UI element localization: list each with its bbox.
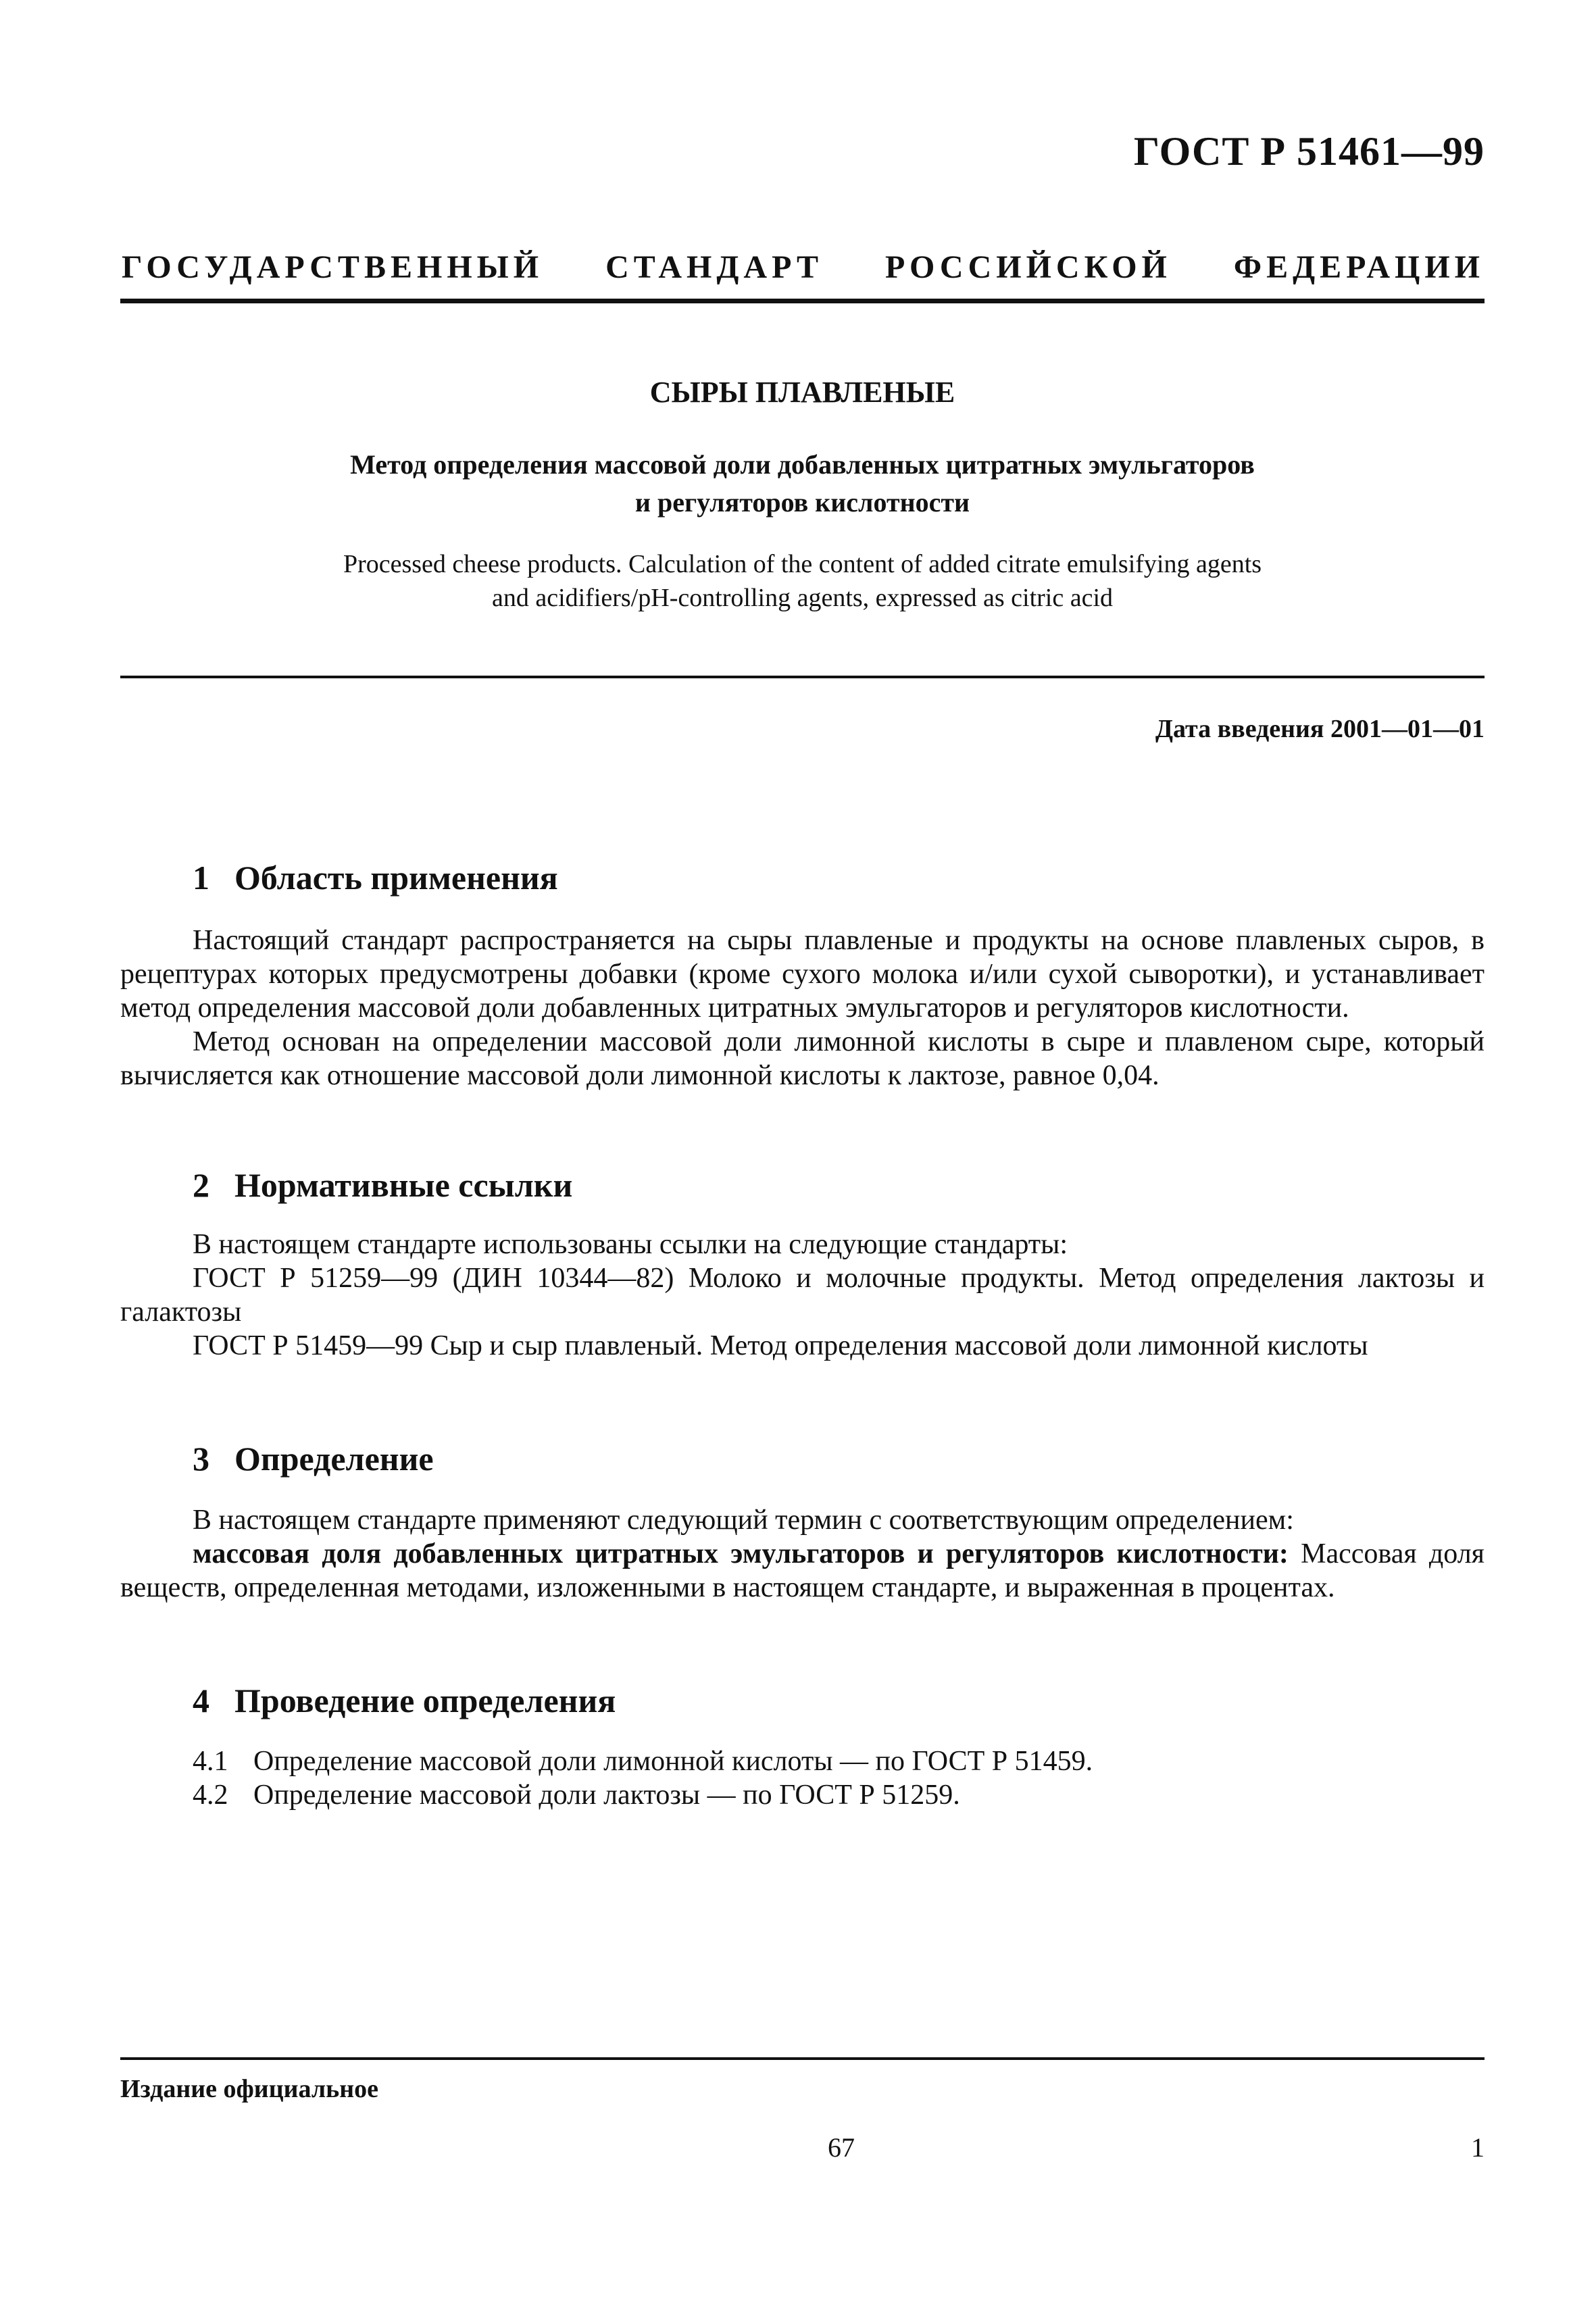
clause-4-1 <box>193 1744 1093 1778</box>
section-3-heading <box>193 1439 434 1478</box>
page-number-center: 67 <box>828 2132 855 2163</box>
section-title: Проведение определения <box>234 1682 616 1719</box>
definition-paragraph <box>120 1537 1485 1605</box>
gost-number: ГОСТ Р 51461—99 <box>1133 129 1485 174</box>
clause-text: Определение массовой доли лимонной кислоты — по ГОСТ Р 51459. <box>253 1746 1093 1777</box>
section-number: 2 <box>193 1166 209 1204</box>
section-1-heading <box>193 858 558 897</box>
footer-divider <box>120 2057 1485 2060</box>
clause-text: Определение массовой доли лактозы — по ГОСТ Р 51259. <box>253 1780 960 1811</box>
section-2-body <box>120 1228 1485 1363</box>
reference-item: ГОСТ Р 51259—99 (ДИН 10344—82) Молоко и молочные продукты. Метод определения лактозы и галактозы <box>120 1263 1485 1328</box>
document-subtitle <box>120 446 1485 522</box>
clause-number: 4.1 <box>193 1746 228 1777</box>
section-4-heading <box>193 1681 616 1720</box>
defined-term: массовая доля добавленных цитратных эмульгаторов и регуляторов кислотности: <box>193 1538 1289 1569</box>
official-edition-label: Издание официальное <box>120 2075 379 2103</box>
section-3-body <box>120 1503 1485 1605</box>
section-title: Определение <box>234 1440 434 1478</box>
english-title-line-2: and acidifiers/pH-controlling agents, expressed as citric acid <box>491 584 1114 612</box>
paragraph: Настоящий стандарт распространяется на сыры плавленые и продукты на основе плавленых сыров, в рецептурах которых предусмотрены добавки (кроме сухого молока и/или сухой сыворотки), и устанавливает метод определения массовой доли добавленных цитратных эмульгаторов и регуляторов кислотности. <box>120 925 1485 1024</box>
section-number: 1 <box>193 859 209 897</box>
paragraph: Метод основан на определении массовой доли лимонной кислоты в сыре и плавленом сыре, который вычисляется как отношение массовой доли лимонной кислоты к лактозе, равное 0,04. <box>120 1026 1485 1091</box>
section-number: 3 <box>193 1440 209 1478</box>
section-title: Область применения <box>234 859 558 897</box>
page-number-right: 1 <box>1471 2132 1485 2163</box>
english-title <box>120 547 1485 615</box>
paragraph: В настоящем стандарте использованы ссылки на следующие стандарты: <box>193 1229 1068 1260</box>
subtitle-line-2: и регуляторов кислотности <box>634 487 970 518</box>
title-divider <box>120 676 1485 678</box>
section-1-body <box>120 924 1485 1092</box>
section-number: 4 <box>193 1682 209 1719</box>
state-standard-heading: ГОСУДАРСТВЕННЫЙ СТАНДАРТ РОССИЙСКОЙ ФЕДЕРАЦИИ <box>122 249 1485 285</box>
section-2-heading <box>193 1165 572 1205</box>
clause-4-2 <box>193 1778 960 1812</box>
section-title: Нормативные ссылки <box>234 1166 573 1204</box>
header-divider <box>120 299 1485 303</box>
reference-item: ГОСТ Р 51459—99 Сыр и сыр плавленый. Метод определения массовой доли лимонной кислоты <box>193 1330 1368 1361</box>
definition-text: Массовая доля веществ, определенная методами, изложенными в настоящем стандарте, и выраженная в процентах. <box>120 1538 1485 1603</box>
introduction-date: Дата введения 2001—01—01 <box>1155 715 1485 743</box>
document-title: СЫРЫ ПЛАВЛЕНЫЕ <box>649 376 955 409</box>
clause-number: 4.2 <box>193 1780 228 1811</box>
english-title-line-1: Processed cheese products. Calculation of the content of added citrate emulsifying agents <box>343 550 1262 578</box>
subtitle-line-1: Метод определения массовой доли добавленных цитратных эмульгаторов <box>350 449 1255 480</box>
paragraph: В настоящем стандарте применяют следующий термин с соответствующим определением: <box>193 1505 1294 1536</box>
